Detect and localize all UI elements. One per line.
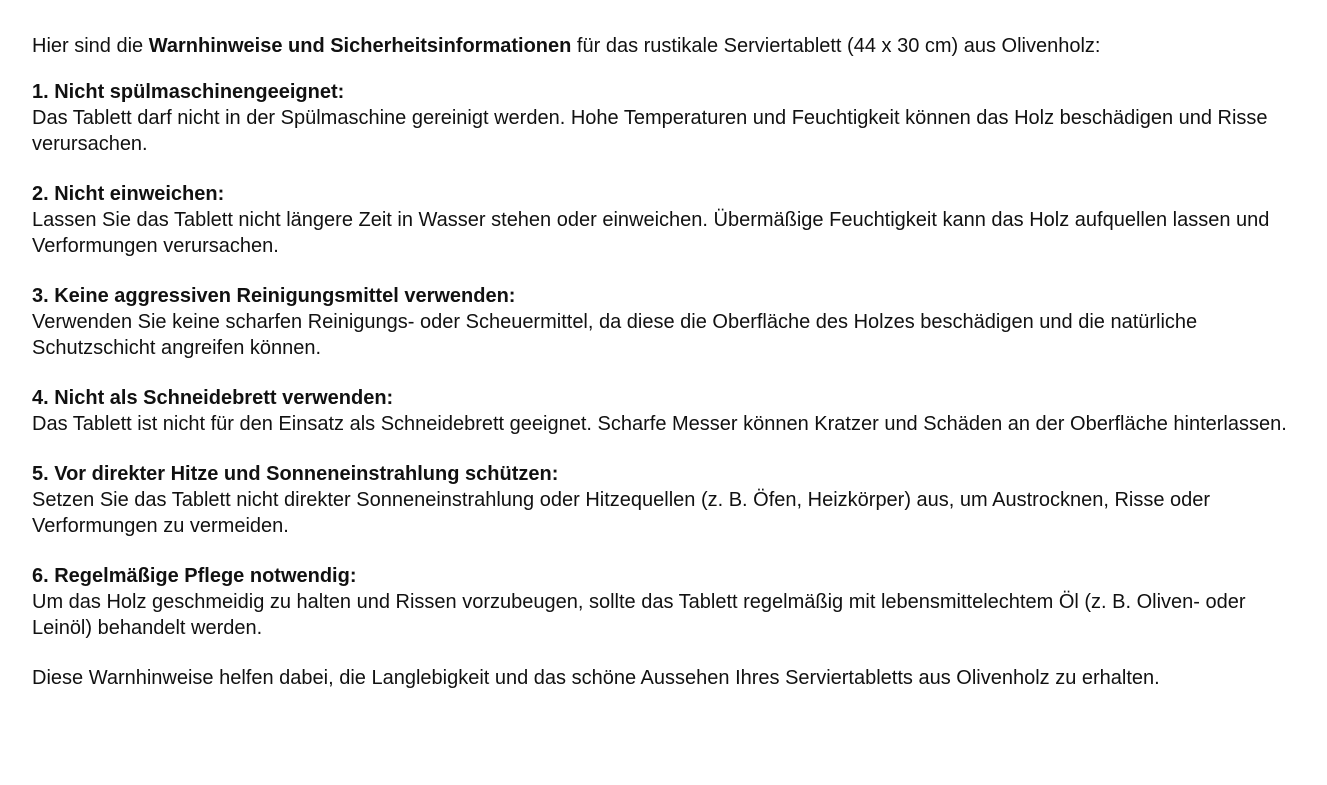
section-body: Das Tablett darf nicht in der Spülmaschine gereinigt werden. Hohe Temperaturen und Feuchtigkeit können das Holz beschädigen und Risse verursachen. bbox=[32, 107, 1268, 155]
warning-section-4 bbox=[32, 385, 1307, 437]
section-title: 4. Nicht als Schneidebrett verwenden: bbox=[32, 387, 394, 409]
section-body: Setzen Sie das Tablett nicht direkter Sonneneinstrahlung oder Hitzequellen (z. B. Öfen, Heizkörper) aus, um Austrocknen, Risse oder Verformungen zu vermeiden. bbox=[32, 489, 1211, 537]
section-title: 5. Vor direkter Hitze und Sonneneinstrahlung schützen: bbox=[32, 463, 559, 485]
intro-suffix: für das rustikale Serviertablett (44 x 30 cm) aus Olivenholz: bbox=[571, 35, 1101, 57]
warning-section-3 bbox=[32, 283, 1307, 361]
section-body: Das Tablett ist nicht für den Einsatz als Schneidebrett geeignet. Scharfe Messer können Kratzer und Schäden an der Oberfläche hinterlassen. bbox=[32, 413, 1287, 435]
section-title: 6. Regelmäßige Pflege notwendig: bbox=[32, 565, 357, 587]
section-title: 1. Nicht spülmaschinengeeignet: bbox=[32, 81, 345, 103]
intro-bold-phrase: Warnhinweise und Sicherheitsinformationen bbox=[148, 35, 572, 57]
warning-section-6 bbox=[32, 563, 1307, 641]
intro-paragraph bbox=[32, 33, 1307, 59]
warning-section-5 bbox=[32, 461, 1307, 539]
closing-paragraph: Diese Warnhinweise helfen dabei, die Langlebigkeit und das schöne Aussehen Ihres Serviertabletts aus Olivenholz zu erhalten. bbox=[32, 667, 1160, 689]
section-body: Um das Holz geschmeidig zu halten und Rissen vorzubeugen, sollte das Tablett regelmäßig mit lebensmittelechtem Öl (z. B. Oliven- oder Leinöl) behandelt werden. bbox=[32, 591, 1246, 639]
section-title: 3. Keine aggressiven Reinigungsmittel verwenden: bbox=[32, 285, 516, 307]
document-body bbox=[32, 33, 1307, 691]
section-body: Verwenden Sie keine scharfen Reinigungs- oder Scheuermittel, da diese die Oberfläche des Holzes beschädigen und die natürliche Schutzschicht angreifen können. bbox=[32, 311, 1198, 359]
section-title: 2. Nicht einweichen: bbox=[32, 183, 225, 205]
intro-prefix: Hier sind die bbox=[32, 35, 149, 57]
section-body: Lassen Sie das Tablett nicht längere Zeit in Wasser stehen oder einweichen. Übermäßige Feuchtigkeit kann das Holz aufquellen lassen und Verformungen verursachen. bbox=[32, 209, 1270, 257]
warning-section-1 bbox=[32, 79, 1307, 157]
warning-section-2 bbox=[32, 181, 1307, 259]
